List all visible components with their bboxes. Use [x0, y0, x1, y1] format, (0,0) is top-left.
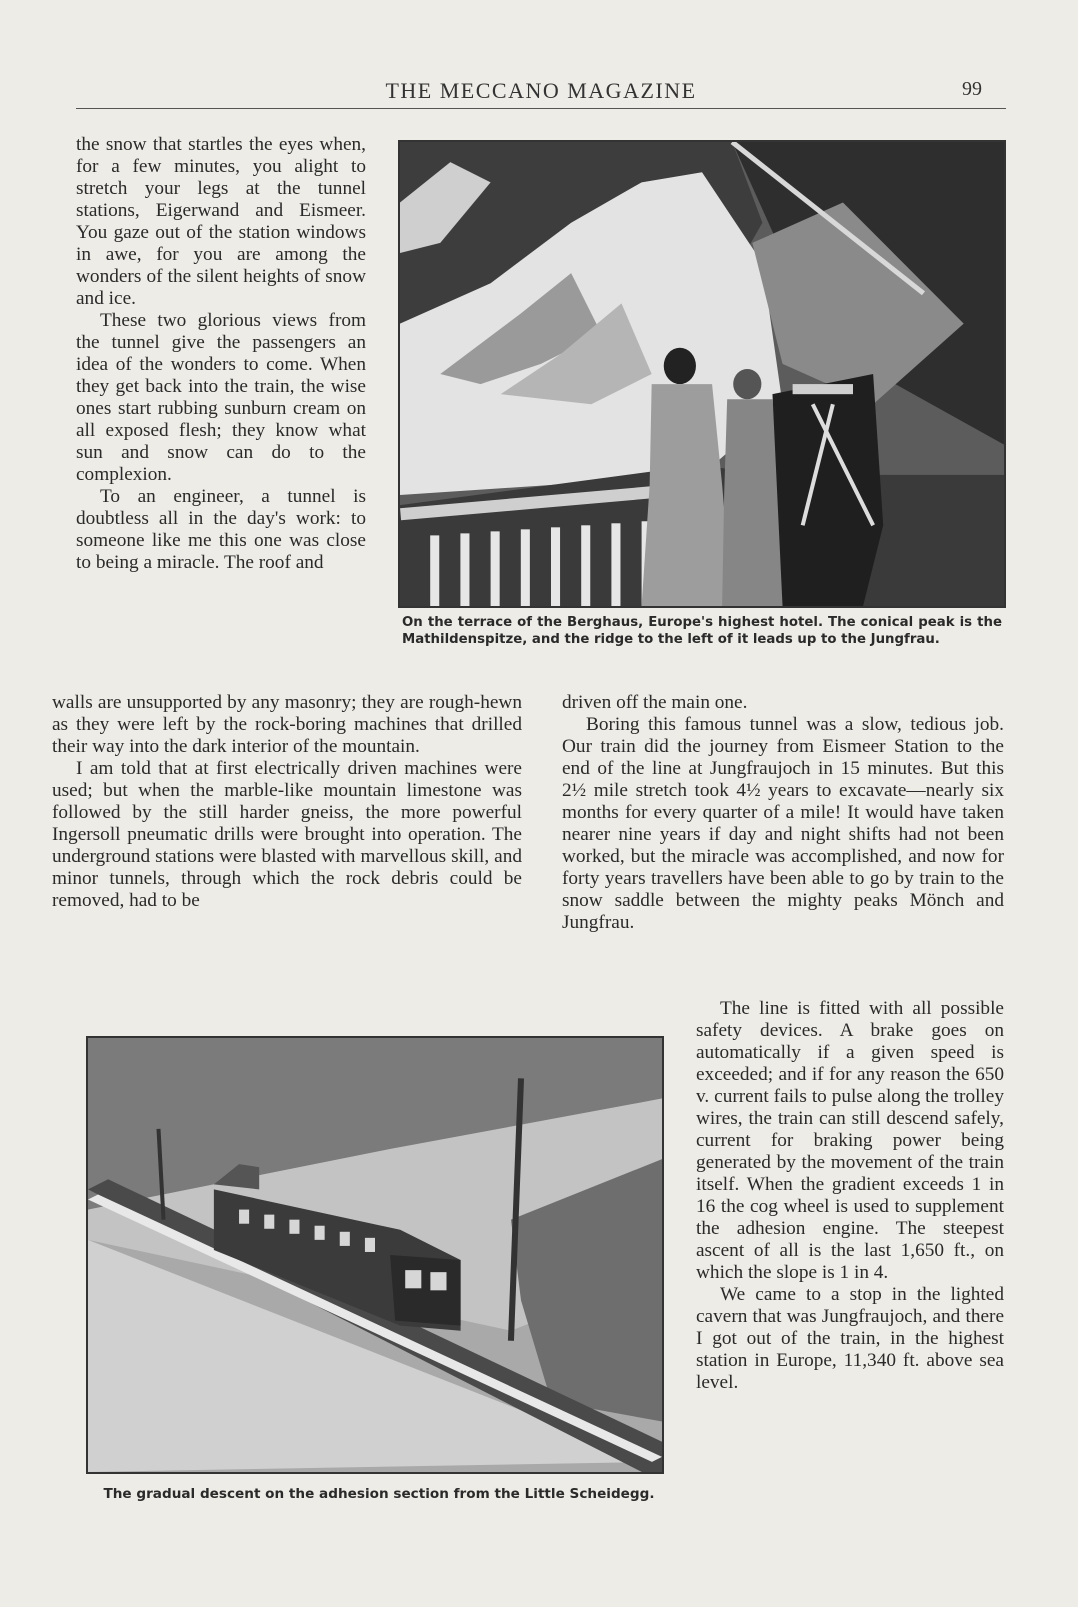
paragraph: the snow that startles the eyes when, for a few minutes, you alight to stretch your legs at the tunnel stations, Eigerwand and Eismeer. You gaze out of the station windows in awe, for you are among the wonders of the silent heights of snow and ice. [76, 134, 366, 309]
column-right-bottom [696, 998, 1004, 1394]
paragraph: I am told that at first electrically driven machines were used; but when the marble-like mountain limestone was followed by the still harder gneiss, the more powerful Ingersoll pneumatic drills were brought into operation. The underground stations were blasted with marvellous skill, and minor tunnels, through which the rock debris could be removed, had to be [52, 758, 522, 911]
paragraph: walls are unsupported by any masonry; they are rough-hewn as they were left by the rock-boring machines that drilled their way into the dark interior of the mountain. [52, 692, 522, 757]
page-header [76, 74, 1006, 109]
photo-berghaus-terrace [398, 140, 1006, 608]
paragraph: Boring this famous tunnel was a slow, tedious job. Our train did the journey from Eismeer Station to the end of the line at Jungfraujoch in 15 minutes. But this 2½ mile stretch took 4½ years to excavate—nearly six months for every quarter of a mile! It would have taken nearer nine years if day and night shifts had not been worked, but the miracle was accomplished, and now for forty years travellers have been able to go by train to the snow saddle between the mighty peaks Mönch and Jungfrau. [562, 714, 1004, 933]
magazine-title: THE MECCANO MAGAZINE [385, 78, 697, 103]
column-left-mid [52, 692, 522, 912]
paragraph: These two glorious views from the tunnel give the passengers an idea of the wonders to come. When they get back into the train, the wise ones start rubbing sunburn cream on all exposed flesh; they know what sun and snow can do to the complexion. [76, 310, 366, 485]
column-right-mid [562, 692, 1004, 934]
paragraph: driven off the main one. [562, 692, 748, 713]
page-number: 99 [962, 78, 982, 100]
photo-top-caption: On the terrace of the Berghaus, Europe's highest hotel. The conical peak is the Mathildenspitze, and the ridge to the left of it leads up to the Jungfrau. [402, 615, 1002, 647]
paragraph: The line is fitted with all possible safety devices. A brake goes on automatically if a given speed is exceeded; and if for any reason the 650 v. current fails to pulse along the trolley wires, the train can still descend safely, current for braking power being generated by the movement of the train itself. When the gradient exceeds 1 in 16 the cog wheel is used to supplement the adhesion engine. The steepest ascent of all is the last 1,650 ft., on which the slope is 1 in 4. [696, 998, 1004, 1283]
column-left-top [76, 134, 366, 574]
paragraph: We came to a stop in the lighted cavern that was Jungfraujoch, and there I got out of the train, in the highest station in Europe, 11,340 ft. above sea level. [696, 1284, 1004, 1393]
paragraph: To an engineer, a tunnel is doubtless all in the day's work: to someone like me this one was close to being a miracle. The roof and [76, 486, 366, 573]
photo-bottom-caption: The gradual descent on the adhesion section from the Little Scheidegg. [103, 1486, 655, 1502]
photo-adhesion-descent [86, 1036, 664, 1474]
